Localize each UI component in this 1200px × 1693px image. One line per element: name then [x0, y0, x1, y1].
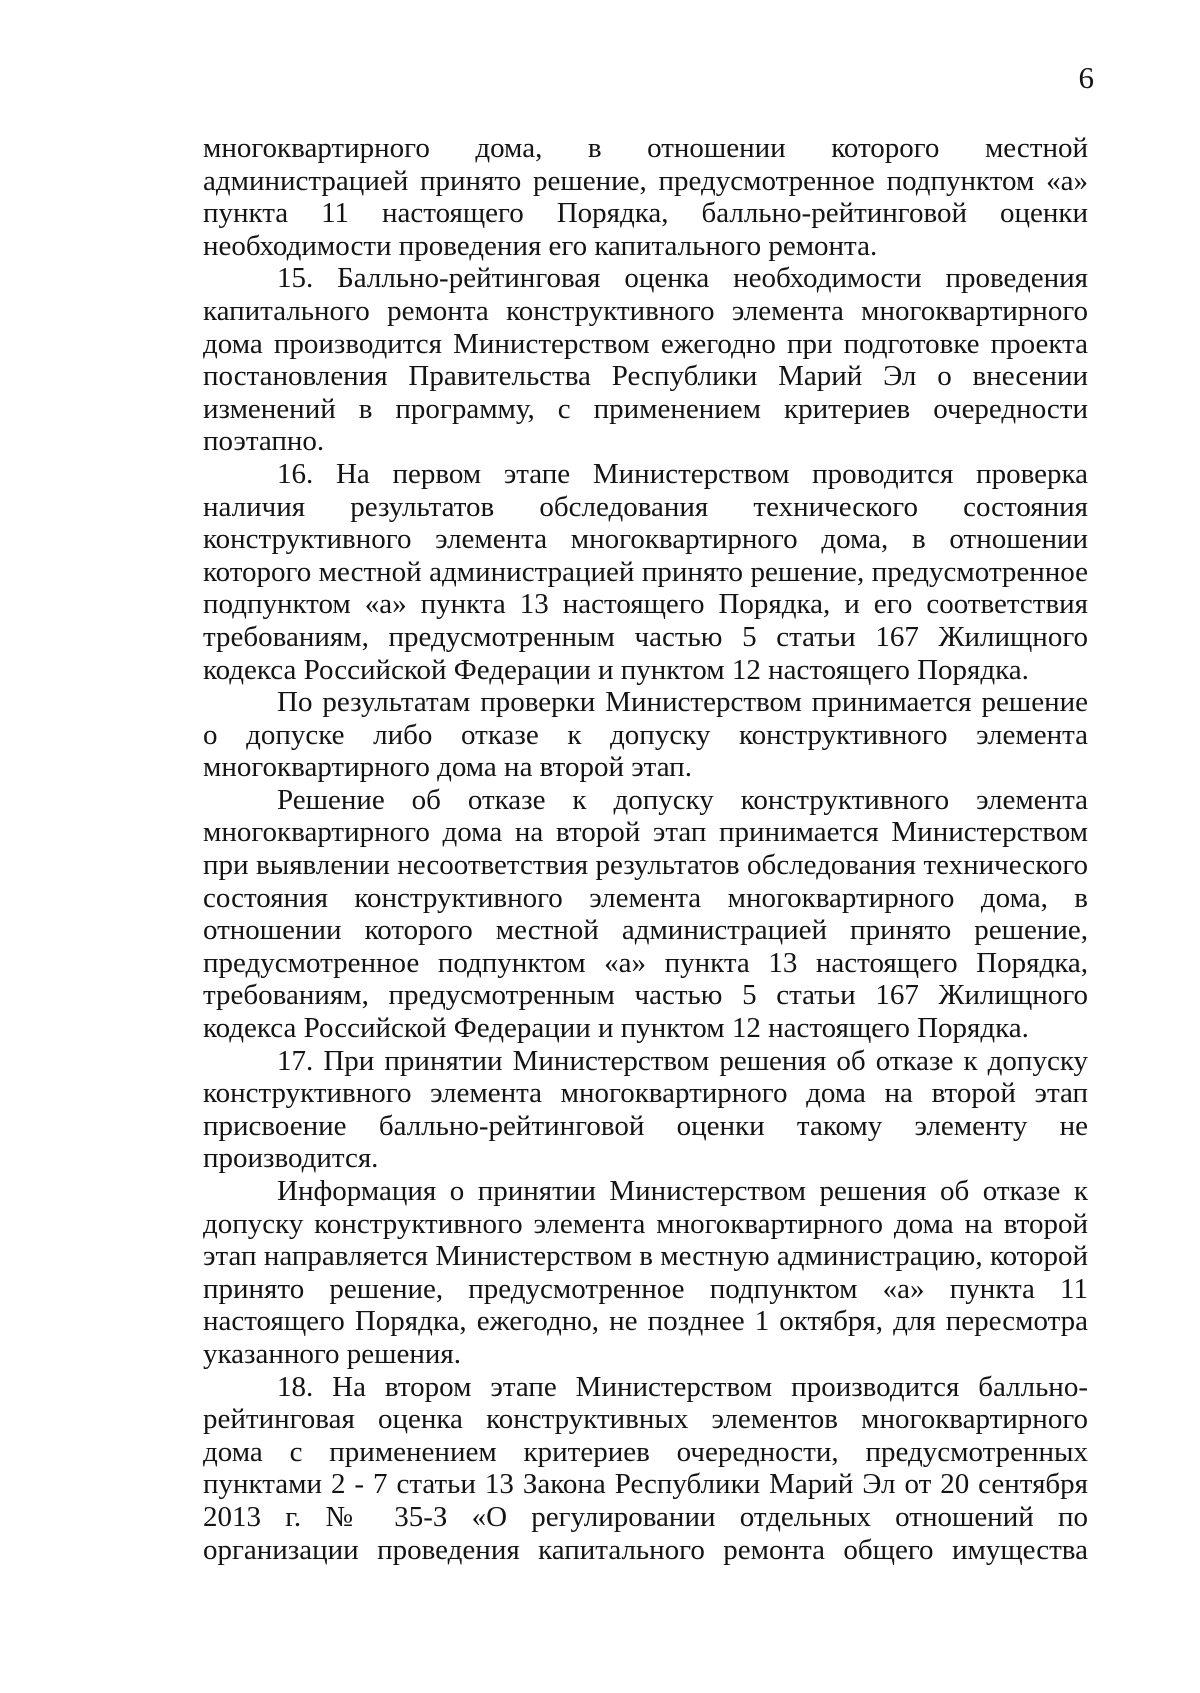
paragraph-check-results: По результатам проверки Министерством принимается решение о допуске либо отказе к допуску конструктивного элемента многоквартирного дома на второй этап. [203, 686, 1088, 784]
paragraph-refusal-decision: Решение об отказе к допуску конструктивного элемента многоквартирного дома на второй этап принимается Министерством при выявлении несоответствия результатов обследования технического состояния конструктивного элемента многоквартирного дома, в отношении которого местной администрацией принято решение, предусмотренное подпунктом «а» пункта 13 настоящего Порядка, требованиям, предусмотренным частью 5 статьи 167 Жилищного кодекса Российской Федерации и пунктом 12 настоящего Порядка. [203, 783, 1088, 1045]
paragraph-item-17: 17. При принятии Министерством решения об отказе к допуску конструктивного элемента многоквартирного дома на второй этап присвоение балльно-рейтинговой оценки такому элементу не производится. [203, 1044, 1088, 1175]
paragraph-item-18: 18. На втором этапе Министерством производится балльно-рейтинговая оценка конструктивных элементов многоквартирного дома с применением критериев очередности, предусмотренных пунктами 2 - 7 статьи 13 Закона Республики Марий Эл от 20 сентября 2013 г. № 35-З «О регулировании отдельных отношений по организации проведения капитального ремонта общего имущества [203, 1370, 1088, 1566]
paragraph-item-15: 15. Балльно-рейтинговая оценка необходимости проведения капитального ремонта конструктивного элемента многоквартирного дома производится Министерством ежегодно при подготовке проекта постановления Правительства Республики Марий Эл о внесении изменений в программу, с применением критериев очередности поэтапно. [203, 262, 1088, 458]
page-number: 6 [1078, 60, 1094, 95]
paragraph-refusal-information: Информация о принятии Министерством решения об отказе к допуску конструктивного элемента многоквартирного дома на второй этап направляется Министерством в местную администрацию, которой принято решение, предусмотренное подпунктом «а» пункта 11 настоящего Порядка, ежегодно, не позднее 1 октября, для пересмотра указанного решения. [203, 1175, 1088, 1370]
paragraph-continued: многоквартирного дома, в отношении которого местной администрацией принято решение, предусмотренное подпунктом «а» пункта 11 настоящего Порядка, балльно-рейтинговой оценки необходимости проведения его капитального ремонта. [203, 132, 1088, 262]
document-body [203, 132, 1088, 1566]
paragraph-item-16: 16. На первом этапе Министерством проводится проверка наличия результатов обследования технического состояния конструктивного элемента многоквартирного дома, в отношении которого местной администрацией принято решение, предусмотренное подпунктом «а» пункта 13 настоящего Порядка, и его соответствия требованиям, предусмотренным частью 5 статьи 167 Жилищного кодекса Российской Федерации и пунктом 12 настоящего Порядка. [203, 457, 1088, 686]
